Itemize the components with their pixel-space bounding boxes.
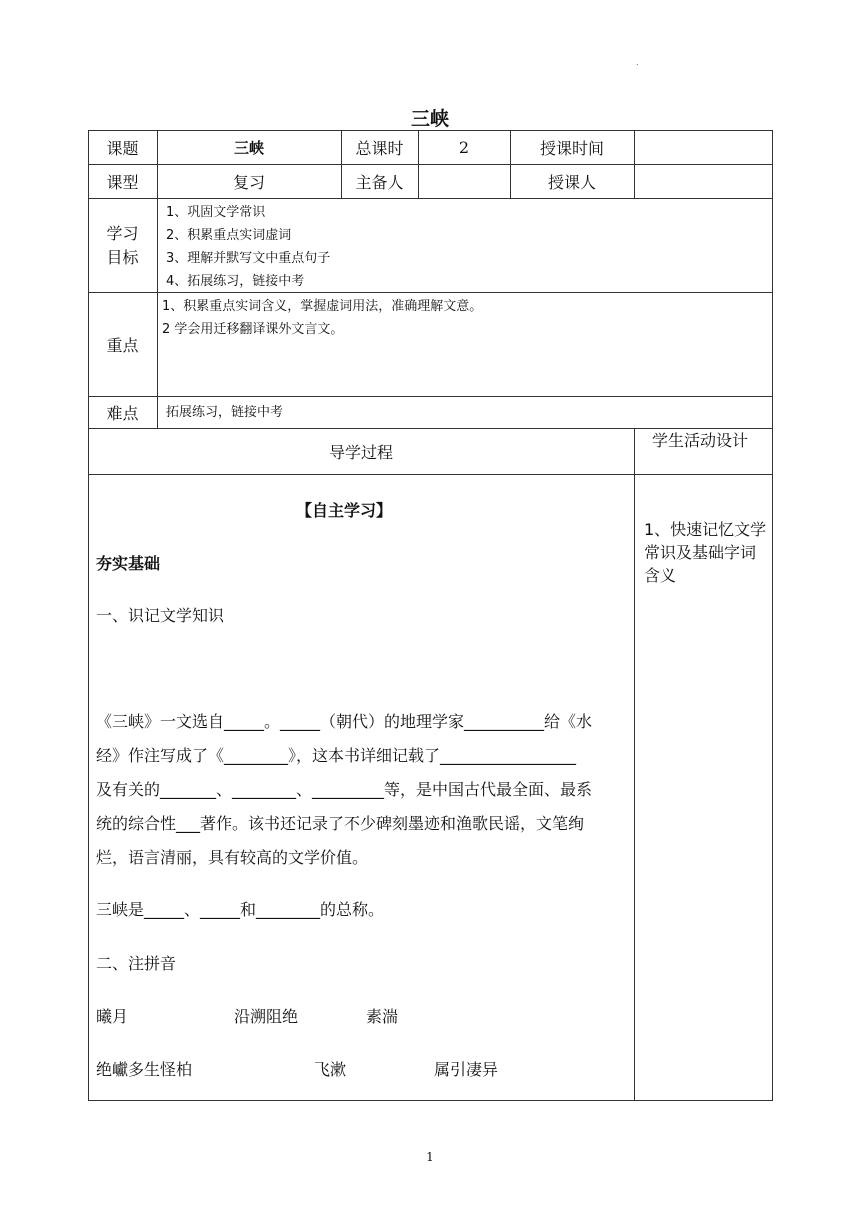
label-total-hours: 总课时 xyxy=(355,138,404,158)
table-row-divider xyxy=(88,396,773,397)
section-title: 【自主学习】 xyxy=(296,501,393,520)
fill-line: 统的综合性___著作。该书还记录了不少碑刻墨迹和渔歌民谣，文笔绚 xyxy=(96,814,585,833)
key-point-item: 2 学会用迁移翻译课外文言文。 xyxy=(162,322,344,337)
fill-line: 《三峡》一文选自_____。_____（朝代）的地理学家__________给《水 xyxy=(96,712,593,731)
pinyin-word: 曦月 xyxy=(96,1007,129,1026)
header-student-activity: 学生活动设计 xyxy=(652,431,749,450)
lesson-type-value: 复习 xyxy=(232,172,265,192)
topic-value: 三峡 xyxy=(233,138,264,157)
student-activity-text xyxy=(644,518,766,587)
label-objectives xyxy=(88,222,157,270)
fill-line: 烂，语言清丽，具有较高的文学价值。 xyxy=(96,848,369,867)
subheading: 夯实基础 xyxy=(96,554,161,573)
table-col-divider xyxy=(157,198,158,428)
fill-line: 经》作注写成了《________》，这本书详细记载了_________________ xyxy=(96,746,577,765)
label-class-time: 授课时间 xyxy=(539,138,604,158)
table-row-divider xyxy=(88,198,773,199)
objective-item: 1、巩固文学常识 xyxy=(166,205,266,220)
preparer-value xyxy=(418,164,510,198)
activity-line: 常识及基础字词 xyxy=(644,543,757,562)
label-lesson-type: 课型 xyxy=(106,172,139,192)
pinyin-word: 飞漱 xyxy=(314,1060,347,1079)
activity-line: 含义 xyxy=(644,566,677,585)
difficulties-text: 拓展练习，链接中考 xyxy=(166,405,284,420)
teacher-value xyxy=(634,164,772,198)
table-border-right xyxy=(772,130,773,1101)
class-time-value xyxy=(634,130,772,164)
pinyin-word: 绝巘多生怪柏 xyxy=(96,1060,193,1079)
objective-item: 4、拓展练习，链接中考 xyxy=(166,274,305,289)
objective-item: 3、理解并默写文中重点句子 xyxy=(166,251,331,266)
literary-knowledge-paragraph xyxy=(96,705,630,875)
table-col-divider xyxy=(634,428,635,1100)
key-points-list xyxy=(162,295,482,341)
fill-line: 及有关的_______、________、_________等，是中国古代最全面、最系 xyxy=(96,780,593,799)
part1-title: 一、识记文学知识 xyxy=(96,606,225,625)
table-border-bottom xyxy=(88,1100,773,1101)
label-objectives-line1: 学习 xyxy=(106,224,139,243)
table-border-left xyxy=(88,130,89,1101)
label-preparer: 主备人 xyxy=(355,172,404,192)
pinyin-word: 素湍 xyxy=(366,1007,399,1026)
label-objectives-line2: 目标 xyxy=(106,248,139,267)
page-number: 1 xyxy=(426,1150,434,1164)
pinyin-word: 沿溯阻绝 xyxy=(234,1007,299,1026)
label-difficulties: 难点 xyxy=(106,403,139,423)
document-title: 三峡 xyxy=(410,108,449,130)
objective-item: 2、积累重点实词虚词 xyxy=(166,228,292,243)
header-guided-process: 导学过程 xyxy=(328,442,393,462)
label-teacher: 授课人 xyxy=(547,172,596,192)
pinyin-word: 属引凄异 xyxy=(434,1060,499,1079)
label-topic: 课题 xyxy=(106,138,139,158)
key-point-item: 1、积累重点实词含义，掌握虚词用法，准确理解文意。 xyxy=(162,299,483,314)
part2-title: 二、注拼音 xyxy=(96,954,177,973)
total-hours-value: 2 xyxy=(458,137,470,157)
page-dot: . xyxy=(636,58,639,67)
objectives-list xyxy=(166,201,330,293)
table-row-divider xyxy=(88,474,773,475)
activity-line: 1、快速记忆文学 xyxy=(644,520,767,539)
label-key-points: 重点 xyxy=(106,335,139,355)
three-gorges-line: 三峡是_____、_____和________的总称。 xyxy=(96,900,385,919)
